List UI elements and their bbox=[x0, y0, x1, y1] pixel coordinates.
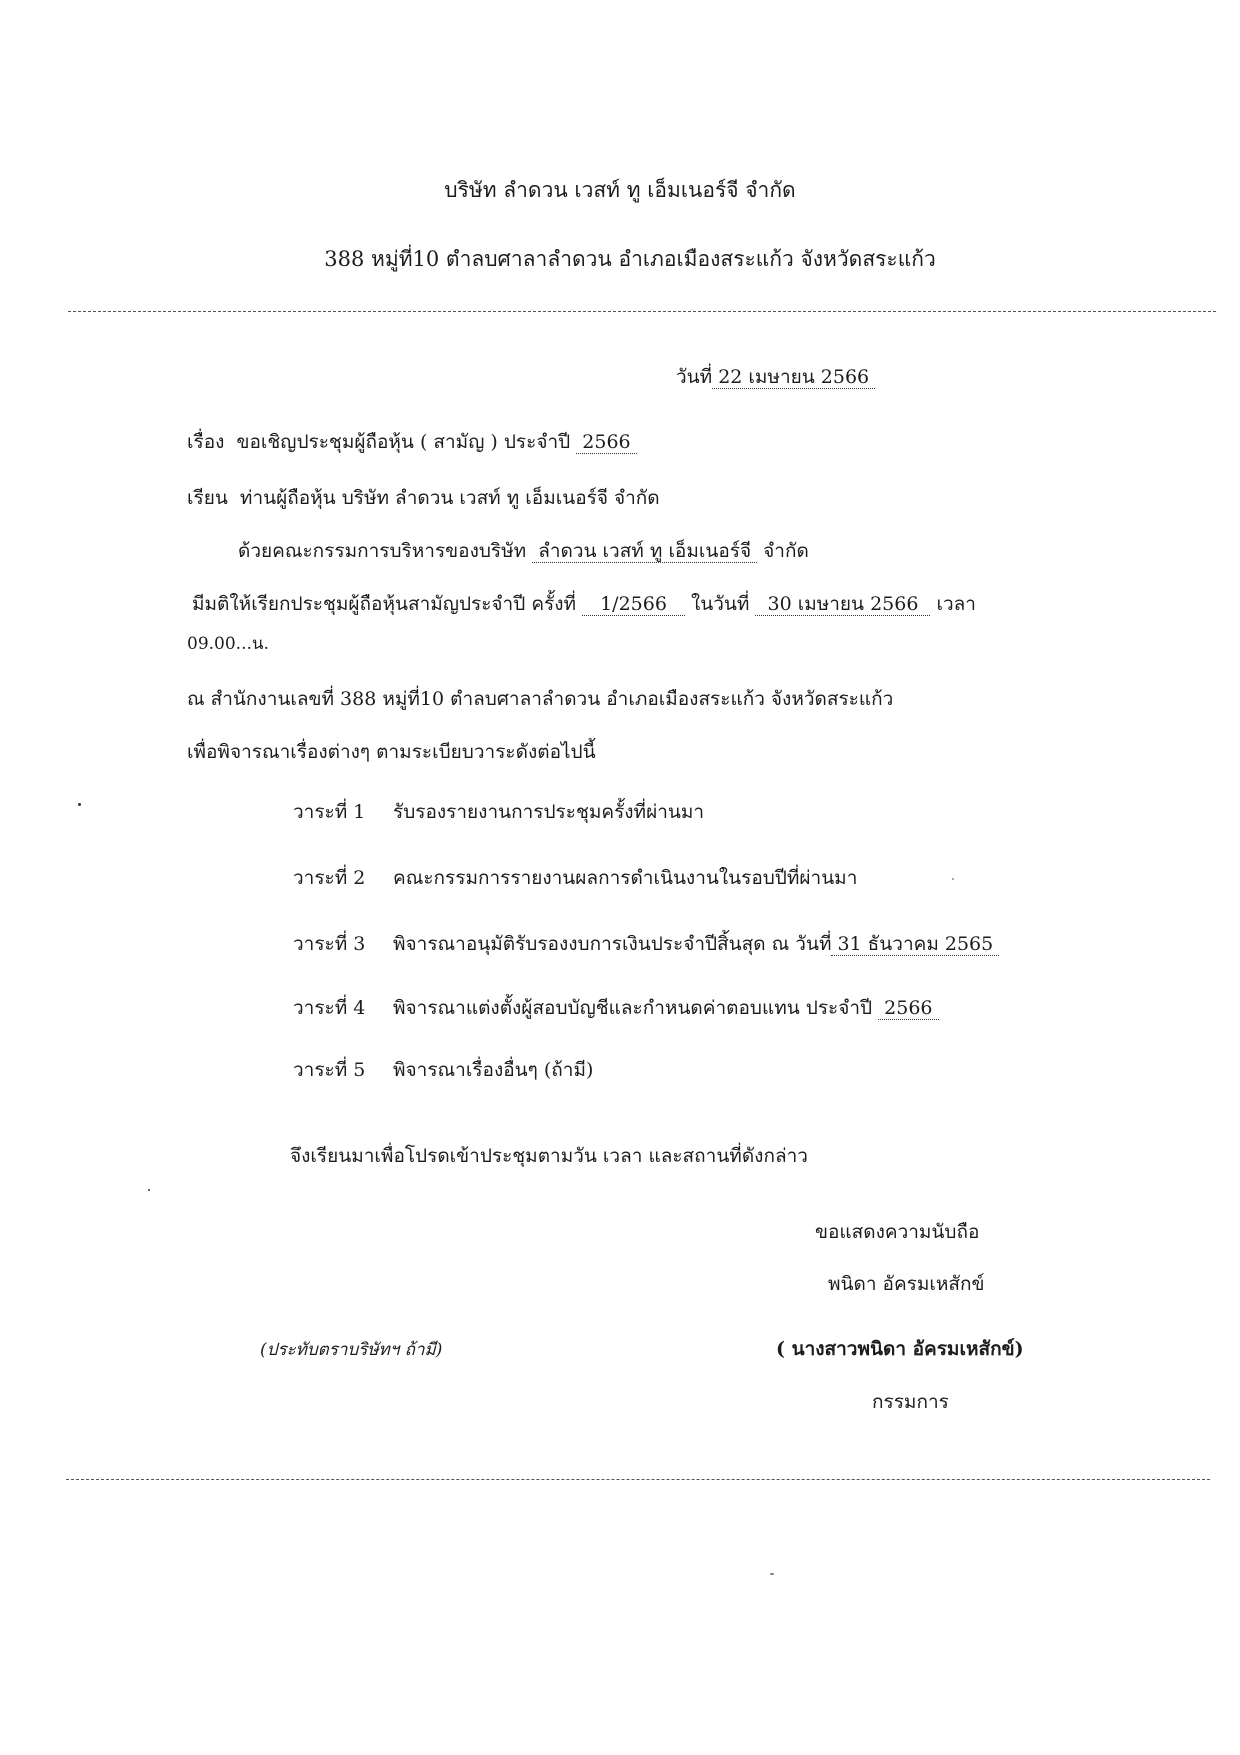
closing-line: จึงเรียนมาเพื่อโปรดเข้าประชุมตามวัน เวลา และสถานที่ดังกล่าว bbox=[290, 1145, 808, 1167]
date-line bbox=[676, 365, 875, 389]
agenda-item bbox=[293, 866, 857, 890]
subject-line bbox=[187, 430, 637, 454]
scan-speck bbox=[148, 1189, 150, 1191]
scan-speck bbox=[770, 1573, 774, 1575]
top-divider bbox=[68, 311, 1216, 312]
bottom-divider bbox=[66, 1479, 1210, 1480]
agenda-item bbox=[293, 932, 999, 956]
recipient-text: ท่านผู้ถือหุ้น บริษัท ลำดวน เวสท์ ทู เอ็มเนอร์จี จำกัด bbox=[239, 487, 660, 509]
body-line-1 bbox=[238, 539, 809, 563]
recipient-line bbox=[187, 486, 660, 510]
agenda-item bbox=[293, 996, 939, 1020]
company-address: 388 หมู่ที่10 ตำลบศาลาลำดวน อำเภอเมืองสระแก้ว จังหวัดสระแก้ว bbox=[324, 247, 936, 271]
agenda-text: พิจารณาเรื่องอื่นๆ (ถ้ามี) bbox=[393, 1059, 594, 1081]
body-line-1-prefix: ด้วยคณะกรรมการบริหารของบริษัท bbox=[238, 540, 527, 562]
regards-line: ขอแสดงความนับถือ bbox=[815, 1221, 980, 1243]
subject-label: เรื่อง bbox=[187, 431, 225, 453]
subject-text: ขอเชิญประชุมผู้ถือหุ้น ( สามัญ ) ประจำปี bbox=[236, 431, 571, 453]
agenda-item bbox=[293, 800, 704, 824]
signed-name: พนิดา อัครมเหสักข์ bbox=[828, 1273, 985, 1295]
body-line-2-mid: ในวันที่ bbox=[690, 593, 750, 615]
meeting-number-fill: 1/2566 bbox=[582, 593, 685, 616]
agenda-text: รับรองรายงานการประชุมครั้งที่ผ่านมา bbox=[393, 801, 705, 823]
signer-position: กรรมการ bbox=[872, 1391, 949, 1413]
agenda-intro: เพื่อพิจารณาเรื่องต่างๆ ตามระเบียบวาระดังต่อไปนี้ bbox=[187, 741, 596, 763]
scan-speck bbox=[952, 878, 954, 880]
date-value: 22 เมษายน 2566 bbox=[712, 366, 875, 389]
agenda-label: วาระที่ 4 bbox=[293, 997, 366, 1019]
venue-line: ณ สำนักงานเลขที่ 388 หมู่ที่10 ตำลบศาลาลำดวน อำเภอเมืองสระแก้ว จังหวัดสระแก้ว bbox=[187, 688, 894, 710]
agenda-fill: 2566 bbox=[878, 997, 938, 1020]
agenda-text: พิจารณาแต่งตั้งผู้สอบบัญชีและกำหนดค่าตอบแทน ประจำปี bbox=[393, 997, 873, 1019]
meeting-time: 09.00...น. bbox=[187, 634, 269, 654]
meeting-date-fill: 30 เมษายน 2566 bbox=[755, 593, 930, 616]
date-label: วันที่ bbox=[676, 366, 713, 388]
signer-full-name: ( นางสาวพนิดา อัครมเหสักข์) bbox=[776, 1338, 1024, 1360]
agenda-label: วาระที่ 3 bbox=[293, 933, 366, 955]
body-line-2-prefix: มีมติให้เรียกประชุมผู้ถือหุ้นสามัญประจำปี ครั้งที่ bbox=[192, 593, 577, 615]
agenda-label: วาระที่ 1 bbox=[293, 801, 366, 823]
agenda-text: พิจารณาอนุมัติรับรองงบการเงินประจำปีสิ้นสุด ณ วันที่ bbox=[393, 933, 832, 955]
body-line-2-suffix: เวลา bbox=[936, 593, 976, 615]
agenda-item bbox=[293, 1058, 593, 1082]
scan-speck bbox=[78, 803, 81, 806]
agenda-text: คณะกรรมการรายงานผลการดำเนินงานในรอบปีที่ผ่านมา bbox=[393, 867, 858, 889]
recipient-label: เรียน bbox=[187, 487, 228, 509]
company-name: บริษัท ลำดวน เวสท์ ทู เอ็มเนอร์จี จำกัด bbox=[444, 178, 796, 202]
body-line-1-suffix: จำกัด bbox=[763, 540, 809, 562]
subject-year: 2566 bbox=[576, 431, 636, 454]
stamp-note: (ประทับตราบริษัทฯ ถ้ามี) bbox=[260, 1340, 443, 1360]
agenda-label: วาระที่ 5 bbox=[293, 1059, 366, 1081]
body-line-2 bbox=[192, 592, 976, 616]
body-company-fill: ลำดวน เวสท์ ทู เอ็มเนอร์จี bbox=[532, 540, 757, 563]
agenda-fill: 31 ธันวาคม 2565 bbox=[831, 933, 999, 956]
agenda-label: วาระที่ 2 bbox=[293, 867, 366, 889]
